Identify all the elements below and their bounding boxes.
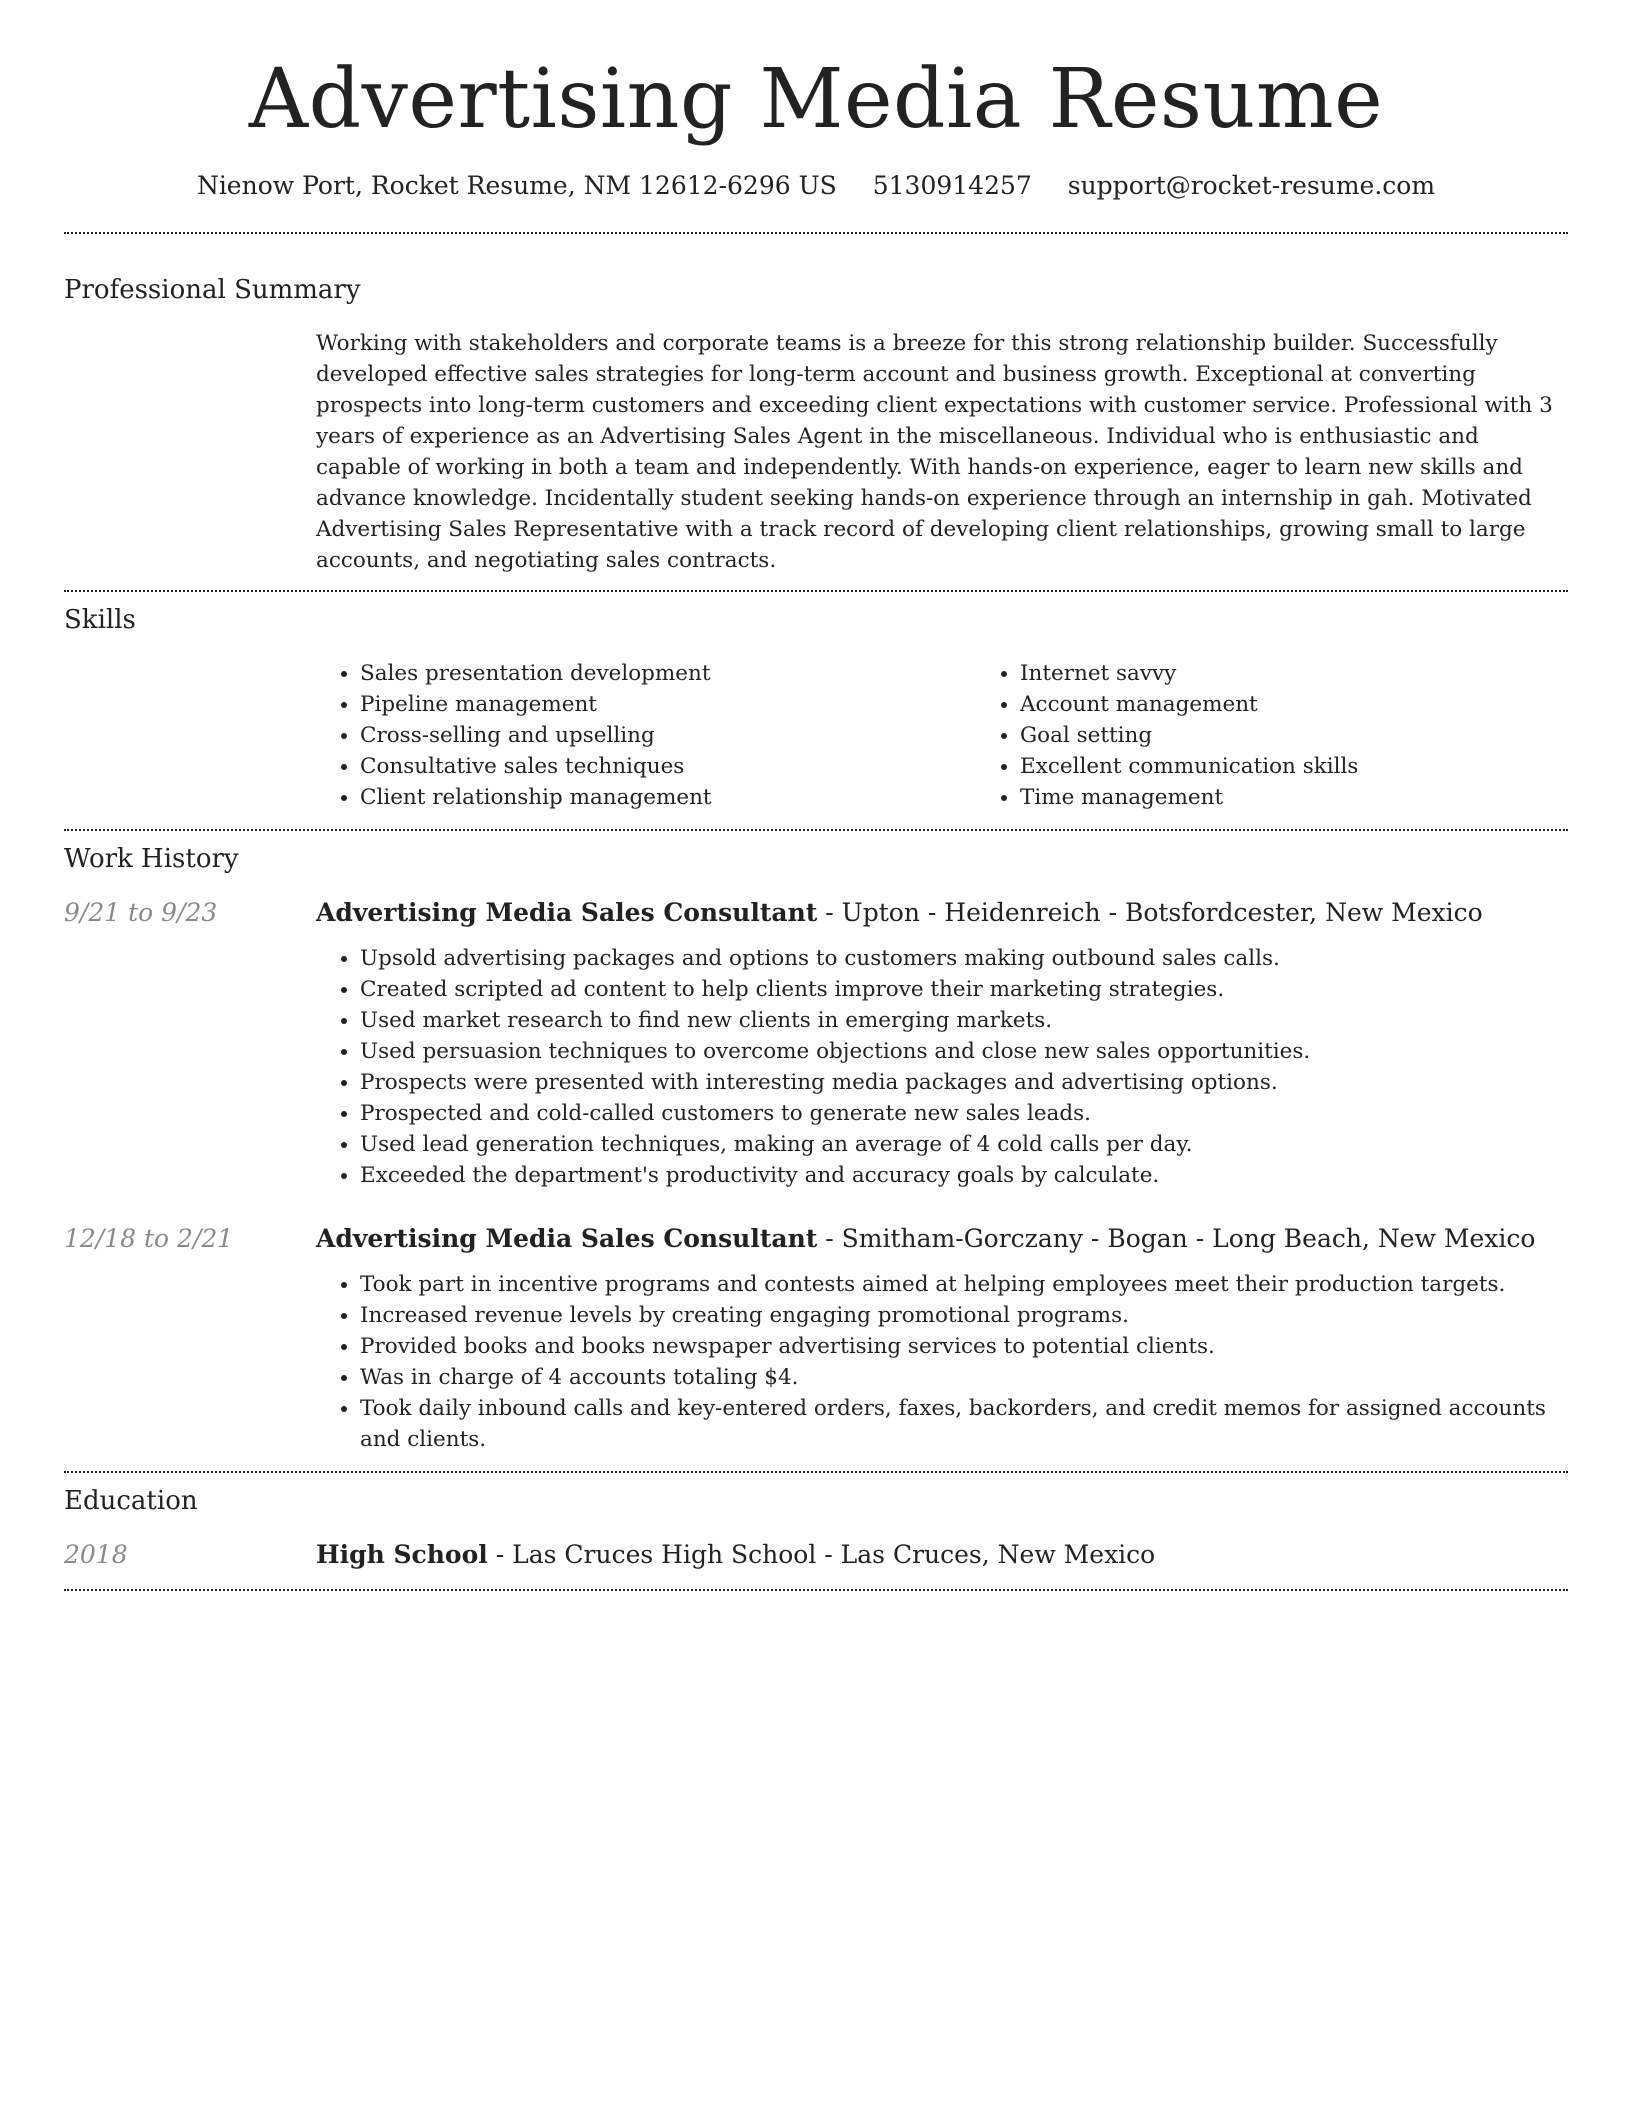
list-item: • Client relationship management [360,782,976,813]
education-degree: High School [316,1540,488,1569]
list-item: • Took part in incentive programs and contests aimed at helping employees meet their production targets. [360,1269,1568,1300]
list-item: • Prospects were presented with interesting media packages and advertising options. [360,1067,1568,1098]
list-item: • Goal setting [1020,720,1632,751]
section-title-summary: Professional Summary [64,275,361,305]
job-bullets [316,943,1568,1191]
skills-list-right [976,658,1632,813]
list-item: • Took daily inbound calls and key-entered orders, faxes, backorders, and credit memos for assigned accounts and clients. [360,1393,1568,1455]
contact-line [64,170,1568,202]
list-item: • Was in charge of 4 accounts totaling $4. [360,1362,1568,1393]
summary-text: Working with stakeholders and corporate teams is a breeze for this strong relationship builder. Successfully developed effective sales strategies for long-term account and business growth. Exceptional at converting prospects into long-term customers and exceeding client expectations with customer service. Professional with 3 years of experience as an Advertising Sales Agent in the miscellaneous. Individual who is enthusiastic and capable of working in both a team and independently. With hands-on experience, eager to learn new skills and advance knowledge. Incidentally student seeking hands-on experience through an internship in gah. Motivated Advertising Sales Representative with a track record of developing client relationships, growing small to large accounts, and negotiating sales contracts. [316,331,1553,573]
list-item: • Prospected and cold-called customers to generate new sales leads. [360,1098,1568,1129]
list-item: • Used market research to find new clients in emerging markets. [360,1005,1568,1036]
list-item: • Excellent communication skills [1020,751,1632,782]
list-item: • Used lead generation techniques, making an average of 4 cold calls per day. [360,1129,1568,1160]
list-item: • Provided books and books newspaper advertising services to potential clients. [360,1331,1568,1362]
list-item: • Account management [1020,689,1632,720]
list-item: • Internet savvy [1020,658,1632,689]
job-heading [316,1223,1568,1255]
education-section [64,1473,1568,1571]
resume-name: Advertising Media Resume [248,52,1384,147]
education-heading [316,1539,1568,1571]
job-role: Advertising Media Sales Consultant [316,1224,818,1253]
list-item: • Cross-selling and upselling [360,720,976,751]
divider [64,1589,1568,1591]
list-item: • Exceeded the department's productivity and accuracy goals by calculate. [360,1160,1568,1191]
job-bullets [316,1269,1568,1455]
education-year: 2018 [64,1540,128,1569]
section-title-education: Education [64,1486,198,1516]
job-company: - Smitham-Gorczany - Bogan - Long Beach, New Mexico [817,1224,1536,1253]
job-dates: 9/21 to 9/23 [64,898,218,927]
section-title-skills: Skills [64,605,136,635]
job-company: - Upton - Heidenreich - Botsfordcester, New Mexico [817,898,1483,927]
resume-header [64,0,1568,202]
list-item: • Time management [1020,782,1632,813]
job-dates: 12/18 to 2/21 [64,1224,234,1253]
education-entry [64,1539,1568,1571]
list-item: • Increased revenue levels by creating engaging promotional programs. [360,1300,1568,1331]
list-item: • Consultative sales techniques [360,751,976,782]
contact-email: support@rocket-resume.com [1067,171,1436,200]
list-item: • Pipeline management [360,689,976,720]
contact-phone: 5130914257 [872,171,1032,200]
work-section [64,831,1568,1455]
job-heading [316,897,1568,929]
contact-address: Nienow Port, Rocket Resume, NM 12612-6296 US [196,171,837,200]
job-role: Advertising Media Sales Consultant [316,898,818,927]
skills-list-left [316,658,976,813]
education-school: - Las Cruces High School - Las Cruces, New Mexico [487,1540,1156,1569]
job-entry [64,1223,1568,1455]
list-item: • Created scripted ad content to help clients improve their marketing strategies. [360,974,1568,1005]
job-entry [64,897,1568,1191]
list-item: • Upsold advertising packages and options to customers making outbound sales calls. [360,943,1568,974]
skills-section [64,592,1568,813]
list-item: • Sales presentation development [360,658,976,689]
list-item: • Used persuasion techniques to overcome objections and close new sales opportunities. [360,1036,1568,1067]
section-title-work: Work History [64,844,239,874]
summary-section [64,234,1568,576]
